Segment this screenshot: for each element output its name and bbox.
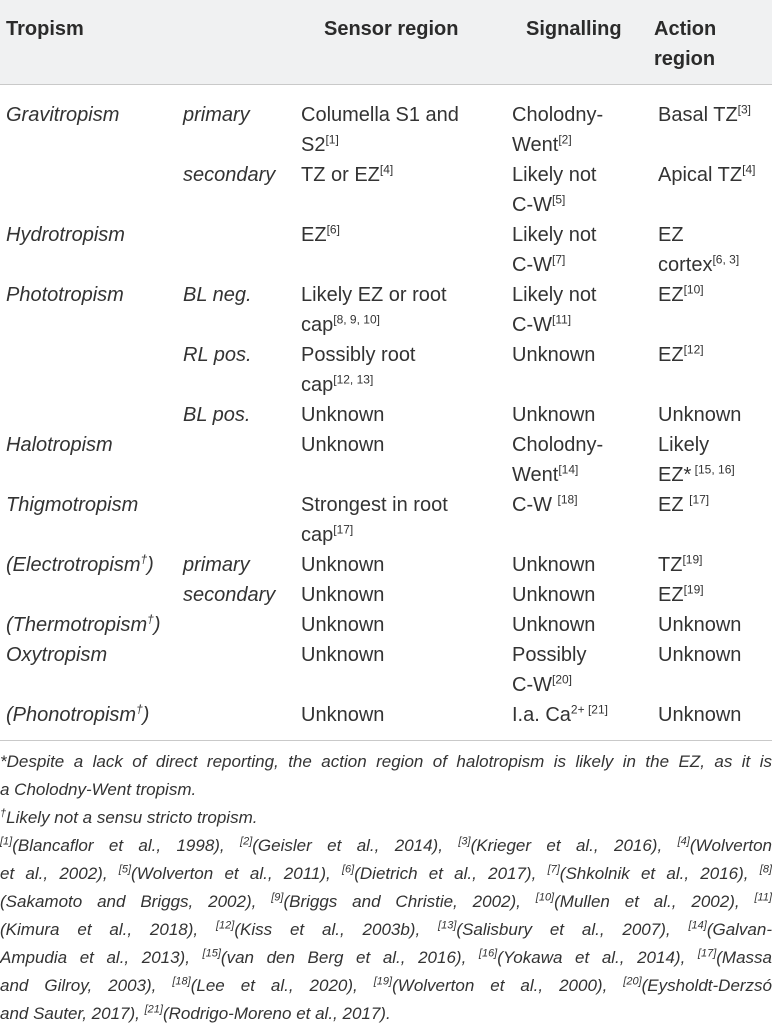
reference-number: [3] [458,835,471,848]
reference-number: [14] [688,919,707,932]
cell-action-l1 [658,160,755,190]
cell-action-ref: [19] [683,582,704,597]
cell-subtype: RL pos. [183,344,252,366]
tropism-name: Phototropism [6,284,124,306]
reference-text: (van den Berg et al., 2016), [220,948,479,967]
cell-action-text: Unknown [658,614,742,636]
cell-signalling-text: C-W [512,494,558,516]
cell-signalling-text: C-W [512,254,552,276]
cell-sensor-text: Unknown [301,404,385,426]
tropism-close: ) [147,554,154,576]
reference-text: (Dietrich et al., 2017), [354,864,548,883]
cell-signalling-text: Went [512,464,559,486]
tropism-name: (Electrotropism [6,554,141,576]
cell-action-ref: [10] [683,282,704,297]
reference-text: (Briggs and Christie, 2002), [283,892,536,911]
cell-signalling-text: I.a. Ca [512,704,571,726]
cell-action-ref: [17] [689,492,710,507]
cell-action-l1 [658,700,741,730]
cell-signalling-text: Possibly [512,644,587,666]
cell-sensor-text: Unknown [301,584,385,606]
cell-tropism [6,280,124,310]
dagger-mark: † [136,702,143,717]
cell-tropism [6,550,154,580]
table-bottom-rule [0,740,772,741]
cell-sensor-l1 [301,700,384,730]
reference-text: (Massa [716,948,772,967]
cell-signalling-l1 [512,100,603,130]
cell-action-l1 [658,580,704,610]
reference-line [0,1000,772,1028]
cell-signalling-l1 [512,220,597,250]
cell-signalling-l1 [512,580,595,610]
reference-text: (Rodrigo-Moreno et al., 2017). [162,1004,391,1023]
cell-sensor-text: cap [301,314,334,336]
cell-signalling-l1 [512,640,586,670]
reference-text: (Kiss et al., 2003b), [234,920,439,939]
cell-sensor-l2 [301,310,380,340]
cell-action-text: EZ* [658,464,692,486]
footnote-star-l2: a Cholodny-Went tropism. [0,780,197,799]
tropism-name: (Thermotropism [6,614,148,636]
reference-number: [21] [144,1003,163,1016]
header-action-l1: Action [654,18,717,40]
cell-signalling-ref: 2+ [21] [570,702,608,717]
cell-signalling-ref: [20] [551,672,572,687]
cell-action-l1 [658,280,704,310]
cell-sensor-l1 [301,100,459,130]
reference-number: [2] [240,835,253,848]
cell-sensor-text: Unknown [301,554,385,576]
tropism-close: ) [142,704,150,726]
cell-signalling-text: Unknown [512,584,596,606]
cell-signalling-l2 [512,670,572,700]
cell-sensor-ref: [17] [333,522,354,537]
cell-tropism [6,490,138,520]
reference-number: [1] [0,835,13,848]
cell-signalling-l1 [512,610,595,640]
tropism-close: ) [153,614,161,636]
cell-sensor-text: Possibly root [301,344,416,366]
cell-signalling-l2 [512,310,571,340]
cell-subtype: secondary [183,584,276,606]
cell-action-text: Unknown [658,704,742,726]
reference-text: (Wolverton et al., 2011), [131,864,342,883]
cell-signalling-text: Went [512,134,559,156]
cell-signalling-l2 [512,130,572,160]
cell-action-text: Apical TZ [658,164,743,186]
cell-sensor-text: Columella S1 and [301,104,459,126]
cell-tropism [6,700,149,730]
reference-number: [5] [118,863,132,876]
cell-action-l1 [658,490,709,520]
reference-number: [4] [677,835,690,848]
tropism-name: Gravitropism [6,104,120,126]
cell-signalling-text: Unknown [512,554,596,576]
cell-action-text: EZ [658,494,690,516]
cell-signalling-l1 [512,400,595,430]
cell-sensor-l1 [301,430,384,460]
cell-tropism [6,220,125,250]
reference-text: (Yokawa et al., 2014), [497,948,698,967]
cell-action-text: Unknown [658,644,742,666]
cell-subtype: secondary [183,164,276,186]
cell-signalling-ref: [11] [551,312,572,327]
cell-signalling-l1 [512,340,595,370]
cell-tropism [6,610,161,640]
reference-line [0,916,772,944]
tropism-name: Hydrotropism [6,224,125,246]
cell-signalling-text: Likely not [512,164,597,186]
cell-action-text: EZ [658,584,684,606]
cell-sensor-ref: [4] [379,162,394,177]
reference-number: [16] [478,947,498,960]
cell-sensor-text: Likely EZ or root [301,284,447,306]
reference-text: (Shkolnik et al., 2016), [559,864,760,883]
cell-signalling-l1 [512,280,597,310]
cell-tropism [6,430,113,460]
cell-action-ref: [15, 16] [691,462,735,477]
tropism-name: (Phonotropism [6,704,137,726]
reference-text: (Galvan- [706,920,772,939]
cell-subtype: BL pos. [183,404,251,426]
cell-sensor-text: Strongest in root [301,494,448,516]
cell-sensor-l2 [301,520,353,550]
cell-sensor-text: cap [301,374,334,396]
cell-signalling-text: Likely not [512,284,597,306]
cell-sensor-l1 [301,640,384,670]
cell-action-l2 [658,250,739,280]
cell-sensor-l1 [301,400,384,430]
cell-tropism [6,100,119,130]
reference-number: [12] [215,919,235,932]
cell-sensor-l1 [301,160,393,190]
cell-action-l1 [658,340,704,370]
cell-signalling-ref: [18] [557,492,578,507]
reference-text: (Eysholdt-Derzsó [641,976,772,995]
cell-sensor-text: cap [301,524,334,546]
cell-signalling-text: C-W [512,194,552,216]
cell-sensor-l1 [301,280,447,310]
cell-sensor-text: Unknown [301,644,385,666]
reference-number: [9] [271,891,284,904]
tropism-name: Oxytropism [6,644,108,666]
cell-action-l1 [658,610,741,640]
reference-line [0,832,772,860]
reference-number: [15] [202,947,221,960]
reference-number: [11] [754,891,772,904]
cell-action-l2 [658,460,735,490]
reference-number: [10] [535,891,555,904]
reference-text: (Sakamoto and Briggs, 2002), [0,892,272,911]
reference-text: (Wolverton [689,836,772,855]
reference-number: [13] [438,919,457,932]
header-action-l2: region [654,48,716,70]
reference-text: (Salisbury et al., 2007), [456,920,689,939]
cell-sensor-ref: [6] [326,222,340,237]
cell-sensor-l2 [301,130,339,160]
cell-sensor-ref: [8, 9, 10] [333,312,380,327]
tropism-name: Thigmotropism [6,494,139,516]
cell-sensor-ref: [1] [325,132,339,147]
cell-action-text: cortex [658,254,713,276]
reference-text: and Sauter, 2017), [0,1004,145,1023]
cell-signalling-l1 [512,550,595,580]
cell-signalling-l1 [512,160,597,190]
reference-number: [6] [342,863,355,876]
cell-tropism [6,640,107,670]
cell-sensor-l1 [301,550,384,580]
reference-number: [18] [172,975,191,988]
cell-signalling-text: Unknown [512,404,596,426]
reference-text: (Wolverton et al., 2000), [392,976,624,995]
reference-text: (Mullen et al., 2002), [554,892,755,911]
reference-number: [17] [697,947,717,960]
dagger-text: Likely not a sensu stricto tropism. [6,808,258,827]
reference-line [0,860,772,888]
cell-signalling-l2 [512,250,565,280]
cell-action-ref: [3] [737,102,752,117]
cell-signalling-text: C-W [512,674,552,696]
cell-sensor-l1 [301,340,416,370]
cell-signalling-text: Unknown [512,344,596,366]
cell-signalling-ref: [14] [558,462,579,477]
reference-text: (Lee et al., 2020), [190,976,374,995]
reference-number: [20] [623,975,642,988]
cell-signalling-ref: [7] [551,252,566,267]
cell-sensor-l1 [301,490,448,520]
reference-line [0,888,772,916]
cell-signalling-l2 [512,460,578,490]
cell-action-text: EZ [658,284,684,306]
cell-sensor-text: Unknown [301,434,385,456]
reference-text: (Krieger et al., 2016), [470,836,678,855]
footnote-dagger [0,804,772,832]
cell-action-ref: [6, 3] [712,252,740,267]
header-signalling: Signalling [526,18,622,40]
cell-action-ref: [19] [682,552,703,567]
dagger-symbol: † [0,807,7,820]
cell-action-l1 [658,640,741,670]
cell-signalling-ref: [2] [558,132,572,147]
reference-text: (Geisler et al., 2014), [252,836,459,855]
cell-action-ref: [4] [742,162,756,177]
cell-signalling-l1 [512,430,603,460]
cell-action-l1 [658,430,709,460]
cell-sensor-l1 [301,610,384,640]
cell-signalling-text: Likely not [512,224,597,246]
reference-text: Ampudia et al., 2013), [0,948,203,967]
reference-number: [8] [759,863,772,876]
cell-signalling-l2 [512,190,565,220]
cell-action-l1 [658,100,751,130]
cell-sensor-text: TZ or EZ [301,164,380,186]
cell-sensor-text: Unknown [301,704,385,726]
reference-line [0,972,772,1000]
cell-action-text: Unknown [658,404,742,426]
dagger-mark: † [147,612,154,627]
tropism-name: Halotropism [6,434,113,456]
cell-action-ref: [12] [683,342,704,357]
cell-action-l1 [658,400,741,430]
cell-signalling-text: Cholodny- [512,434,604,456]
reference-line [0,944,772,972]
cell-sensor-text: EZ [301,224,327,246]
cell-action-text: TZ [658,554,683,576]
cell-signalling-l1 [512,700,608,730]
footnote-star-l1: *Despite a lack of direct reporting, the action region of halotropism is likely in the EZ, as it is [0,752,772,771]
cell-action-text: EZ [658,224,684,246]
cell-sensor-l1 [301,580,384,610]
cell-subtype: primary [183,554,250,576]
cell-signalling-l1 [512,490,578,520]
cell-sensor-text: Unknown [301,614,385,636]
cell-signalling-text: Unknown [512,614,596,636]
dagger-mark: † [140,552,148,567]
cell-action-text: Basal TZ [658,104,738,126]
reference-text: and Gilroy, 2003), [0,976,173,995]
cell-signalling-text: C-W [512,314,552,336]
reference-text: (Blancaflor et al., 1998), [12,836,241,855]
cell-sensor-l1 [301,220,340,250]
reference-number: [7] [547,863,560,876]
cell-signalling-ref: [5] [551,192,566,207]
cell-sensor-ref: [12, 13] [333,372,374,387]
cell-signalling-text: Cholodny- [512,104,604,126]
reference-text: et al., 2002), [0,864,119,883]
table-header [0,0,772,85]
reference-text: (Kimura et al., 2018), [0,920,216,939]
cell-action-l1 [658,220,684,250]
cell-action-text: EZ [658,344,684,366]
cell-sensor-l2 [301,370,373,400]
header-sensor-region: Sensor region [324,18,459,40]
cell-subtype: primary [183,104,250,126]
cell-action-l1 [658,550,702,580]
header-tropism: Tropism [6,18,84,40]
cell-action-text: Likely [658,434,710,456]
cell-sensor-text: S2 [301,134,326,156]
cell-subtype: BL neg. [183,284,252,306]
reference-number: [19] [373,975,393,988]
